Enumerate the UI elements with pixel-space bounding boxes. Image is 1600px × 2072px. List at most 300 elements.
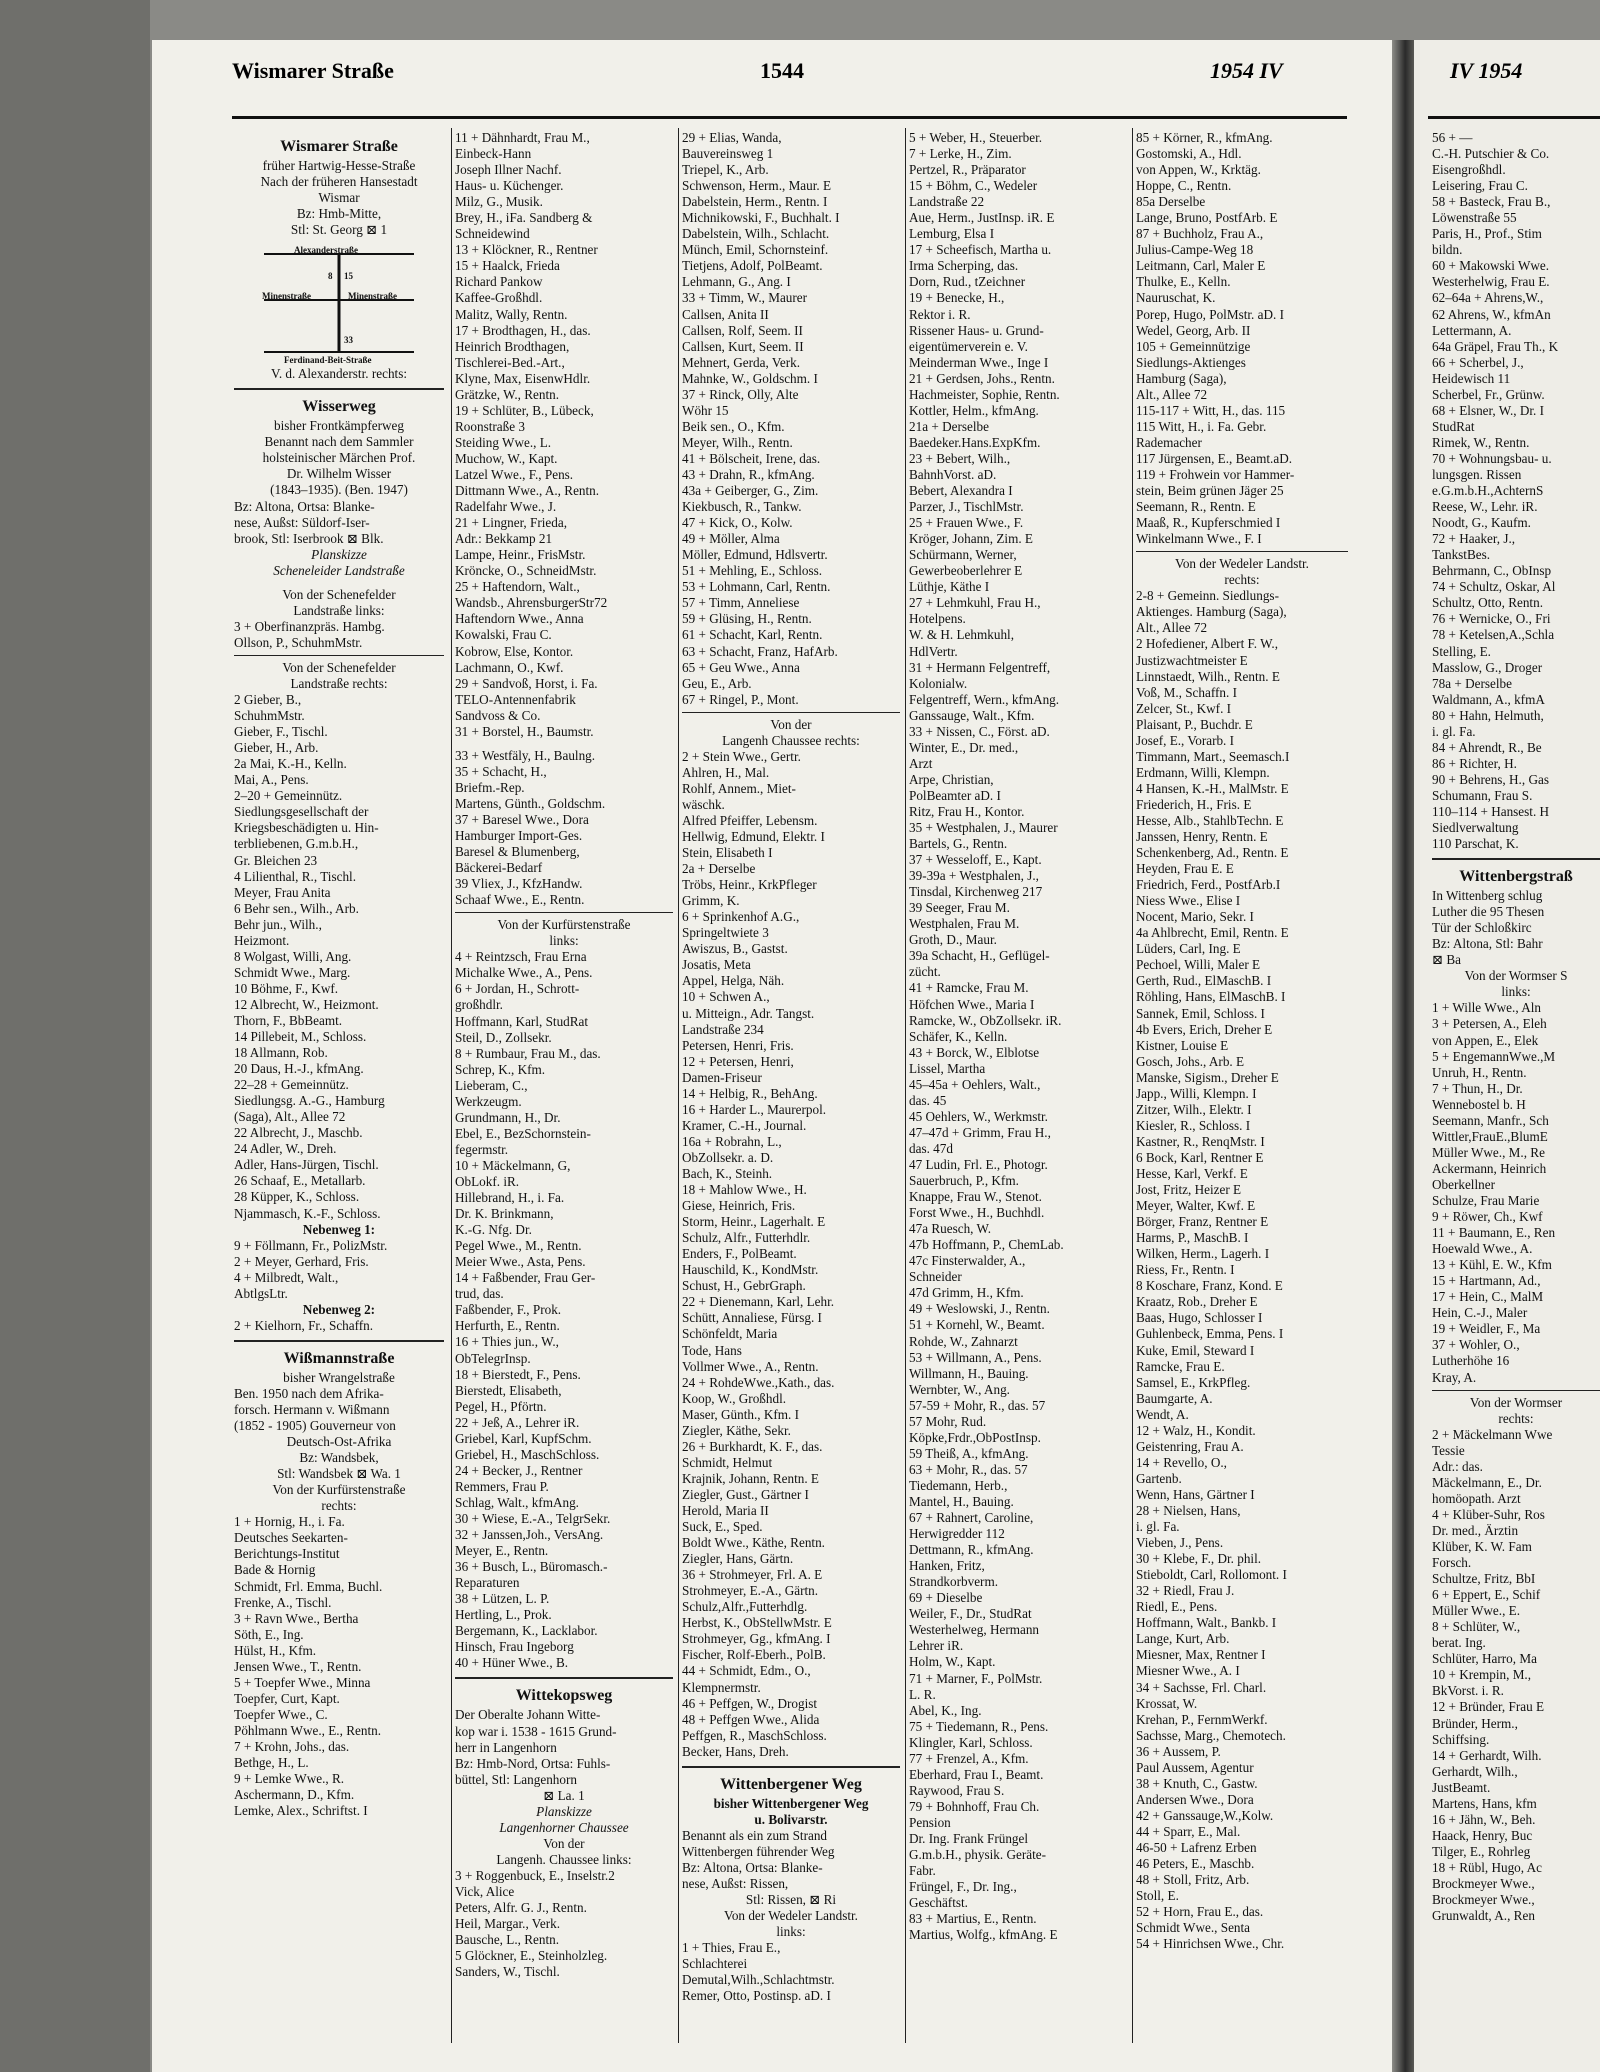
directory-entry: 3 + Petersen, A., Eleh [1432,1016,1547,1032]
directory-entry: Westphalen, Frau M. [909,916,1020,932]
directory-entry: 2 Gieber, B., [234,692,302,708]
directory-entry: homöopath. Arzt [1432,1490,1521,1506]
directory-entry: 43 + Borck, W., Elblotse [909,1044,1040,1060]
directory-entry: Schneidewind [455,226,530,242]
directory-entry: Lieberam, C., [455,1077,528,1093]
directory-entry: Bz: Altona, Ortsa: Blanke- [234,498,375,514]
directory-entry: Tinsdal, Kirchenweg 217 [909,884,1043,900]
directory-entry: Haus- u. Küchenger. [455,178,564,194]
directory-entry: Gieber, F., Tischl. [234,724,328,740]
section-divider [234,388,444,390]
directory-entry: 39-39a + Westphalen, J., [909,868,1039,884]
directory-entry: Griebel, Karl, KupfSchm. [455,1430,592,1446]
directory-entry: Tode, Hans [682,1342,742,1358]
directory-entry: Baresel & Blumenberg, [455,844,580,860]
directory-entry: Heinrich Brodthagen, [455,338,570,354]
directory-entry: Schenkenberg, Ad., Rentn. E [1136,845,1289,861]
directory-entry: Bründer, Herm., [1432,1715,1518,1731]
directory-entry: 51 + Kornehl, W., Beamt. [909,1317,1045,1333]
directory-entry: u. Mitteign., Adr. Tangst. [682,1005,815,1021]
running-header-street: Wismarer Straße [232,58,394,83]
directory-entry: Koop, W., Großhdl. [682,1390,787,1406]
directory-entry: Wittenbergen führender Weg [682,1843,835,1859]
directory-entry: bisher Wittenbergener Weg [713,1795,869,1811]
directory-entry: nese, Außst: Süldorf-Iser- [234,514,370,530]
column-divider [678,128,679,2043]
directory-entry: Bz: Wandsbek, [299,1450,379,1466]
directory-entry: Tröbs, Heinr., KrkPfleger [682,877,817,893]
directory-entry: 37 + Rinck, Olly, Alte [682,386,799,402]
directory-entry: trud, das. [455,1286,504,1302]
directory-entry: Geistenring, Frau A. [1136,1438,1244,1454]
directory-entry: 45–45a + Oehlers, Walt., [909,1076,1041,1092]
directory-entry: Baumgarte, A. [1136,1390,1213,1406]
directory-entry: 29 + Elias, Wanda, [682,130,782,145]
directory-entry: Harms, P., MaschB. I [1136,1230,1249,1246]
directory-entry: 17 + Hein, C., MalM [1432,1289,1544,1305]
directory-entry: Forst Wwe., H., Buchhdl. [909,1205,1045,1221]
directory-entry: Unruh, H., Rentn. [1432,1064,1527,1080]
directory-entry: 18 + Bierstedt, F., Pens. [455,1366,581,1382]
directory-entry: Alt., Allee 72 [1136,620,1208,636]
directory-entry: 11 + Baumann, E., Ren [1432,1225,1556,1241]
directory-entry: Frenke, A., Tischl. [234,1594,332,1610]
directory-entry: Gerth, Rud., ElMaschB. I [1136,973,1272,989]
directory-entry: Ritz, Frau H., Kontor. [909,803,1025,819]
directory-entry: Klyne, Max, EisenwHdlr. [455,370,591,386]
directory-entry: Vollmer Wwe., A., Rentn. [682,1358,819,1374]
directory-entry: Gostomski, A., Hdl. [1136,146,1242,162]
directory-entry: 54 + Hinrichsen Wwe., Chr. [1136,1936,1285,1952]
directory-entry: Langenh Chaussee rechts: [722,732,860,748]
directory-entry: 9 + Föllmann, Fr., PolizMstr. [234,1237,388,1253]
directory-entry: 16a + Robrahn, L., [682,1133,782,1149]
directory-entry: 2-8 + Gemeinn. Siedlungs- [1136,588,1279,604]
directory-entry: 6 + Jordan, H., Schrott- [455,981,580,997]
directory-entry: Krehan, P., FernmWerkf. [1136,1711,1268,1727]
directory-entry: Kottler, Helm., kfmAng. [909,402,1039,418]
directory-entry: Schlachterei [682,1956,748,1972]
directory-entry: 2 + Mäckelmann Wwe [1432,1426,1553,1442]
directory-entry: Hanken, Fritz, [909,1558,985,1574]
directory-entry: Seemann, R., Rentn. E [1136,499,1256,515]
directory-entry: Krossat, W. [1136,1695,1198,1711]
directory-entry: Aue, Herm., JustInsp. iR. E [909,210,1055,226]
directory-entry: 6 + Sprinkenhof A.G., [682,909,800,925]
column-5 [1136,130,1348,2050]
directory-entry: 46-50 + Lafrenz Erben [1136,1839,1257,1855]
directory-entry: Japp., Willi, Klempn. I [1136,1085,1257,1101]
directory-entry: Bierstedt, Elisabeth, [455,1382,562,1398]
running-header-year: 1954 IV [1210,58,1283,83]
directory-entry: 47b Hoffmann, P., ChemLab. [909,1237,1064,1253]
directory-entry: Groth, D., Maur. [909,932,997,948]
directory-entry: Schönfeldt, Maria [682,1326,778,1342]
street-heading: Wittenbergstraß [1459,868,1573,886]
section-divider [234,1340,444,1342]
directory-entry: 22–28 + Gemeinnütz. [234,1077,349,1093]
directory-entry: 57 + Timm, Anneliese [682,595,800,611]
directory-entry: Steiding Wwe., L. [455,434,552,450]
directory-entry: Kraatz, Rob., Dreher E [1136,1294,1258,1310]
directory-entry: Der Oberalte Johann Witte- [455,1707,601,1723]
directory-entry: 48 + Stoll, Fritz, Arb. [1136,1872,1250,1888]
directory-entry: Ebel, E., BezSchornstein- [455,1125,591,1141]
directory-entry: Klempnermstr. [682,1679,761,1695]
directory-entry: 3 + Roggenbuck, E., Inselstr.2 [455,1867,615,1883]
directory-entry: 16 + Jähn, W., Beh. [1432,1811,1536,1827]
directory-entry: Schulze, Frau Marie [1432,1193,1540,1208]
directory-entry: Abel, K., Ing. [909,1702,982,1718]
directory-entry: 6 + Eppert, E., Schif [1432,1587,1541,1603]
directory-entry: 14 + Gerhardt, Wilh. [1432,1747,1542,1763]
directory-entry: Kowalski, Frau C. [455,627,552,643]
directory-entry: 5 Glöckner, E., Steinholzleg. [455,1948,608,1964]
directory-entry: Zelcer, St., Kwf. I [1136,700,1232,716]
directory-entry: Sannek, Emil, Schloss. I [1136,1005,1265,1021]
directory-entry: Paul Aussem, Agentur [1136,1759,1254,1775]
directory-entry: großhdlr. [455,997,503,1013]
directory-entry: Planskizze [311,546,367,562]
directory-entry: Samsel, E., KrkPfleg. [1136,1374,1251,1390]
directory-entry: 15 + Böhm, C., Wedeler [909,178,1038,194]
directory-entry: 4b Evers, Erich, Dreher E [1136,1021,1273,1037]
directory-entry: Nocent, Mario, Sekr. I [1136,909,1254,925]
directory-entry: Latzel Wwe., F., Pens. [455,466,574,482]
directory-entry: 45 Oehlers, W., Werkmstr. [909,1108,1048,1124]
directory-entry: 31 + Hermann Felgentreff, [909,659,1051,675]
directory-entry: 7 + Krohn, Johs., das. [234,1738,350,1754]
directory-entry: 87 + Buchholz, Frau A., [1136,226,1264,242]
directory-entry: Nebenweg 2: [302,1301,376,1317]
directory-entry: Kramer, C.-H., Journal. [682,1117,807,1133]
directory-entry: 69 + Dieselbe [909,1590,983,1606]
directory-entry: Jensen Wwe., T., Rentn. [234,1658,362,1674]
directory-entry: Damen-Friseur [682,1069,762,1085]
directory-entry: Radelfahr Wwe., J. [455,499,557,515]
directory-entry: Hoppe, C., Rentn. [1136,178,1232,194]
directory-entry: Deutsch-Ost-Afrika [286,1434,392,1450]
directory-entry: 23 + Bebert, Wilh., [909,450,1011,466]
directory-entry: Lüthje, Käthe I [909,579,990,595]
directory-entry: Landstraße 22 [909,194,985,210]
directory-entry: 12 + Petersen, Henri, [682,1053,794,1069]
directory-entry: Baas, Hugo, Schlosser I [1136,1310,1263,1326]
directory-entry: Schlüter, Harro, Ma [1432,1651,1537,1667]
directory-entry: Gieber, H., Arb. [234,740,319,756]
directory-entry: Schütt, Annaliese, Fürsg. I [682,1310,822,1326]
directory-entry: Schneider [909,1269,962,1285]
directory-entry: Ramcke, Frau E. [1136,1358,1225,1374]
directory-entry: Toepfer, Curt, Kapt. [234,1690,340,1706]
directory-entry: Meinderman Wwe., Inge I [909,354,1049,370]
directory-entry: kop war i. 1538 - 1615 Grund- [455,1723,617,1739]
directory-entry: Felgentreff, Wern., kfmAng. [909,691,1060,707]
directory-entry: 25 + Haftendorn, Walt., [455,579,580,595]
directory-entry: lungsgen. Rissen [1432,466,1522,482]
directory-entry: Triepel, K., Arb. [682,162,769,178]
section-divider [455,912,673,913]
directory-entry: Baedeker.Hans.ExpKfm. [909,434,1041,450]
directory-entry: Lissel, Martha [909,1060,986,1076]
directory-entry: 1 + Hornig, H., i. Fa. [234,1514,345,1530]
directory-entry: 16 + Thies jun., W., [455,1334,559,1350]
directory-entry: Söth, E., Ing. [234,1626,304,1642]
directory-entry: L. R. [909,1686,936,1702]
directory-entry: Schäfer, K., Kelln. [909,1028,1008,1044]
directory-entry: 4 + Milbredt, Walt., [234,1269,339,1285]
directory-entry: Hamburger Import-Ges. [455,828,583,844]
directory-entry: Pension [909,1814,951,1830]
directory-entry: Hinsch, Frau Ingeborg [455,1639,574,1655]
street-heading: Wisserweg [302,398,376,416]
street-heading: Wittenbergener Weg [720,1775,862,1793]
directory-entry: 5 + EngemannWwe.,M [1432,1048,1556,1064]
directory-entry: Holm, W., Kapt. [909,1654,996,1670]
directory-entry: zücht. [909,964,941,980]
directory-entry: brook, Stl: Iserbrook ⊠ Blk. [234,530,384,546]
directory-entry: Beik sen., O., Kfm. [682,418,785,434]
directory-entry: Von der Schenefelder [282,586,396,602]
directory-entry: Grunwaldt, A., Ren [1432,1908,1535,1924]
directory-entry: Bz: Hmb-Nord, Ortsa: Fuhls- [455,1755,611,1771]
directory-entry: 71 + Marner, F., PolMstr. [909,1670,1043,1686]
directory-entry: Suck, E., Sped. [682,1519,763,1535]
directory-entry: fegermstr. [455,1141,509,1157]
directory-entry: Haack, Henry, Buc [1432,1827,1533,1843]
directory-entry: Justizwachtmeister E [1136,652,1248,668]
directory-entry: 14 + Helbig, R., BehAng. [682,1085,818,1101]
directory-entry: Nauruschat, K. [1136,290,1216,306]
directory-entry: Dr. Ing. Frank Früngel [909,1830,1029,1846]
directory-entry: 32 + Janssen,Joh., VersAng. [455,1527,604,1543]
directory-entry: Michnikowski, F., Buchhalt. I [682,210,840,226]
directory-entry: Waldmann, A., kfmA [1432,691,1545,707]
directory-entry: Planskizze [536,1803,592,1819]
directory-entry: 38 + Lützen, L. P. [455,1591,550,1607]
directory-entry: Briefm.-Rep. [455,779,525,795]
column-divider [1132,128,1133,2043]
directory-entry: Erdmann, Willi, Klempn. [1136,764,1270,780]
directory-entry: links: [776,1924,806,1940]
directory-entry: 39 Vliex, J., KfzHandw. [455,876,583,892]
directory-entry: Lüders, Carl, Ing. E [1136,941,1241,957]
directory-entry: Berichtungs-Institut [234,1546,340,1562]
directory-entry: Mahnke, W., Goldschm. I [682,370,818,386]
directory-entry: Eisengroßhdl. [1432,162,1506,178]
directory-entry: das. 45 [909,1092,947,1108]
directory-entry: Jost, Fritz, Heizer E [1136,1182,1242,1198]
directory-entry: 59 Theiß, A., kfmAng. [909,1445,1029,1461]
directory-entry: 4 + Reintzsch, Frau Erna [455,949,587,965]
directory-entry: Pertzel, R., Präparator [909,162,1026,178]
directory-entry: Timmann, Mart., Seemasch.I [1136,748,1290,764]
section-divider [682,712,900,713]
directory-entry: Linnstaedt, Wilh., Rentn. E [1136,668,1280,684]
directory-entry: Dettmann, R., kfmAng. [909,1542,1034,1558]
directory-entry: Pegel, H., Pförtn. [455,1398,547,1414]
directory-entry: 119 + Frohwein vor Hammer- [1136,466,1295,482]
directory-entry: Von der [770,716,812,732]
directory-entry: Strohmeyer, Gg., kfmAng. I [682,1631,831,1647]
directory-entry: Langenhorner Chaussee [499,1819,629,1835]
directory-entry: Meier Wwe., Asta, Pens. [455,1254,586,1270]
directory-entry: u. Bolivarstr. [754,1811,828,1827]
directory-entry: 58 + Basteck, Frau B., [1432,194,1551,210]
directory-entry: Ziegler, Gust., Gärtner I [682,1486,809,1502]
directory-entry: 90 + Behrens, H., Gas [1432,771,1549,787]
directory-entry: Schürmann, Werner, [909,547,1017,563]
directory-entry: 70 + Wohnungsbau- u. [1432,450,1552,466]
directory-entry: (1843–1935). (Ben. 1947) [270,482,408,498]
directory-entry: 86 + Richter, H. [1432,755,1517,771]
directory-entry: 43a + Geiberger, G., Zim. [682,483,819,499]
directory-entry: Wernbter, W., Ang. [909,1381,1010,1397]
directory-entry: Ahlren, H., Mal. [682,764,770,780]
directory-entry: Von der Wedeler Landstr. [724,1908,858,1924]
right-header-rule [1428,116,1600,119]
directory-entry: Hachmeister, Sophie, Rentn. [909,386,1060,402]
directory-entry: 37 + Wohler, O., [1432,1337,1520,1353]
directory-entry: Guhlenbeck, Emma, Pens. I [1136,1326,1284,1342]
directory-entry: 17 + Brodthagen, H., das. [455,322,591,338]
directory-entry: Fabr. [909,1863,936,1879]
directory-entry: 13 + Kühl, E. W., Kfm [1432,1257,1552,1273]
directory-entry: 39a Schacht, H., Geflügel- [909,948,1050,964]
directory-entry: Kobrow, Else, Kontor. [455,643,574,659]
map-number-8: 8 [328,271,333,282]
directory-entry: Hoewald Wwe., A. [1432,1241,1533,1257]
directory-entry: 19 + Benecke, H., [909,290,1005,306]
directory-entry: Dittmann Wwe., A., Rentn. [455,483,600,499]
directory-entry: Bäckerei-Bedarf [455,860,543,876]
directory-entry: Rimek, W., Rentn. [1432,434,1530,450]
directory-entry: Ziegler, Hans, Gärtn. [682,1551,794,1567]
directory-entry: Winter, E., Dr. med., [909,739,1019,755]
directory-entry: StudRat [1432,418,1475,434]
directory-entry: Behr jun., Wilh., [234,916,322,932]
directory-entry: Sandvoss & Co. [455,707,541,723]
directory-entry: 48 + Peffgen Wwe., Alida [682,1711,820,1727]
directory-entry: Gosch, Johs., Arb. E [1136,1053,1245,1069]
directory-entry: eigentümerverein e. V. [909,338,1028,354]
directory-entry: Rissener Haus- u. Grund- [909,322,1044,338]
section-divider [234,655,444,656]
directory-entry: 16 + Harder L., Maurerpol. [682,1101,827,1117]
directory-entry: Herbst, K., ObStellwMstr. E [682,1615,832,1631]
directory-entry: Hauschild, K., KondMstr. [682,1262,819,1278]
spacer [234,579,444,587]
directory-entry: Adler, Hans-Jürgen, Tischl. [234,1157,379,1173]
directory-entry: 77 + Frenzel, A., Kfm. [909,1750,1029,1766]
directory-entry: Westerhelweg, Hermann [909,1622,1040,1638]
directory-entry: 49 + Weslowski, J., Rentn. [909,1301,1050,1317]
directory-entry: Westerhelwig, Frau E. [1432,274,1550,290]
directory-entry: Steil, D., Zollsekr. [455,1029,552,1045]
directory-entry: Manske, Sigism., Dreher E [1136,1069,1279,1085]
directory-entry: Schmidt, Frl. Emma, Buchl. [234,1578,383,1594]
directory-entry: Grätzke, W., Rentn. [455,386,560,402]
directory-entry: 38 + Knuth, C., Gastw. [1136,1775,1258,1791]
directory-entry: Richard Pankow [455,274,543,290]
directory-entry: Tiedemann, Herb., [909,1477,1008,1493]
directory-entry: Niess Wwe., Elise I [1136,893,1241,909]
directory-entry: Hotelpens. [909,611,966,627]
directory-entry: 13 + Klöckner, R., Rentner [455,242,598,258]
directory-entry: 62 Ahrens, W., kfmAn [1432,306,1551,322]
directory-entry: 65 + Geu Wwe., Anna [682,659,800,675]
directory-entry: Von der [543,1835,585,1851]
directory-entry: Zitzer, Wilh., Elektr. I [1136,1101,1252,1117]
directory-entry: Brey, H., iFa. Sandberg & [455,210,593,226]
directory-entry: i. gl. Fa. [1136,1519,1180,1535]
directory-entry: Luther die 95 Thesen [1432,904,1545,920]
directory-entry: Thulke, E., Kelln. [1136,274,1231,290]
map-number-15: 15 [344,271,353,282]
page-number: 1544 [760,58,804,83]
directory-entry: Voß, M., Schaffn. I [1136,684,1237,700]
directory-entry: Bade & Hornig [234,1562,316,1578]
directory-entry: Miesner, Max, Rentner I [1136,1647,1266,1663]
directory-entry: 4 Lilienthal, R., Tischl. [234,868,356,884]
directory-entry: In Wittenberg schlug [1432,888,1543,904]
directory-entry: Mäckelmann, E., Dr. [1432,1474,1542,1490]
directory-entry: Plaisant, P., Buchdr. E [1136,716,1253,732]
directory-entry: Awiszus, B., Gastst. [682,941,788,957]
directory-entry: Josatis, Meta [682,957,751,973]
directory-entry: Boldt Wwe., Käthe, Rentn. [682,1535,825,1551]
directory-entry: SchuhmMstr. [234,708,305,724]
directory-entry: Tischlerei-Bed.-Art., [455,354,565,370]
directory-entry: Leisering, Frau C. [1432,178,1528,194]
directory-entry: K.-G. Nfg. Dr. [455,1222,532,1238]
directory-entry: Tür der Schloßkirc [1432,920,1532,936]
directory-entry: Mehnert, Gerda, Verk. [682,354,801,370]
directory-entry: 30 + Klebe, F., Dr. phil. [1136,1551,1262,1567]
directory-entry: PolBeamter aD. I [909,787,1001,803]
directory-entry: 115-117 + Witt, H., das. 115 [1136,402,1286,418]
directory-entry: Schumann, Frau S. [1432,787,1533,803]
directory-entry: Schmidt, Helmut [682,1454,773,1470]
directory-entry: Fischer, Rolf-Eberh., PolB. [682,1647,826,1663]
directory-entry: Storm, Heinr., Lagerhalt. E [682,1214,826,1230]
directory-entry: Martens, Hans, kfm [1432,1795,1537,1811]
directory-entry: Alt., Allee 72 [1136,386,1208,402]
directory-entry: 24 + Becker, J., Rentner [455,1462,583,1478]
directory-entry: Von der Wormser S [1464,968,1568,984]
directory-entry: Früngel, F., Dr. Ing., [909,1879,1017,1895]
directory-entry: Ollson, P., SchuhmMstr. [234,634,363,650]
directory-entry: 5 + Toepfer Wwe., Minna [234,1674,371,1690]
directory-entry: Rohde, W., Zahnarzt [909,1333,1018,1349]
directory-entry: Stieboldt, Carl, Rollomont. I [1136,1567,1287,1583]
directory-entry: Strandkorbverm. [909,1574,998,1590]
directory-entry: Seemann, Manfr., Sch [1432,1112,1549,1128]
directory-entry: Pegel Wwe., M., Rentn. [455,1238,582,1254]
directory-entry: Josef, E., Vorarb. I [1136,732,1235,748]
directory-entry: ObTelegrInsp. [455,1350,531,1366]
directory-entry: Meyer, E., Rentn. [455,1543,549,1559]
directory-entry: Reparaturen [455,1575,520,1591]
directory-entry: 5 + Weber, H., Steuerber. [909,130,1043,145]
directory-entry: 33 + Nissen, C., Först. aD. [909,723,1050,739]
directory-entry: Von der Schenefelder [282,659,396,675]
directory-entry: 8 + Schlüter, W., [1432,1619,1521,1635]
column-right-page [1432,130,1600,2050]
directory-entry: Klüber, K. W. Fam [1432,1538,1532,1554]
directory-entry: 24 Adler, W., Dreh. [234,1141,337,1157]
directory-entry: G.m.b.H., physik. Geräte- [909,1847,1046,1863]
